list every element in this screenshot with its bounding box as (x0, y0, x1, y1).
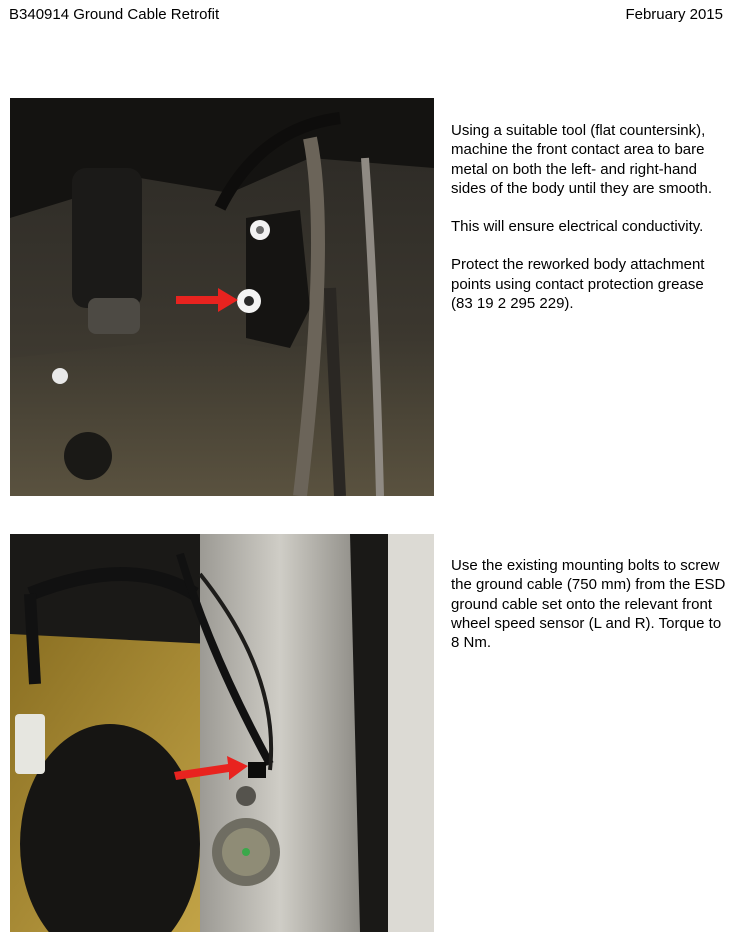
photo-wheel-speed-sensor (10, 534, 434, 932)
photo-body-contact-area (10, 98, 434, 496)
step-2-paragraph: Use the existing mounting bolts to screw the ground cable (750 mm) from the ESD ground cable set onto the relevant front wheel speed sensor (L and R). Torque to 8 Nm. (451, 557, 726, 652)
step-1-instructions (451, 121, 727, 332)
document-date: February 2015 (625, 6, 723, 23)
step-2-instructions (451, 556, 727, 671)
step-1-paragraph: Protect the reworked body attachment points using contact protection grease (83 19 2 295 229). (451, 256, 705, 313)
document-title: B340914 Ground Cable Retrofit (9, 6, 220, 23)
step-1-paragraph: This will ensure electrical conductivity. (451, 218, 704, 236)
step-1-paragraph: Using a suitable tool (flat countersink), machine the front contact area to bare metal on both the left- and right-hand sides of the body until they are smooth. (451, 122, 712, 197)
